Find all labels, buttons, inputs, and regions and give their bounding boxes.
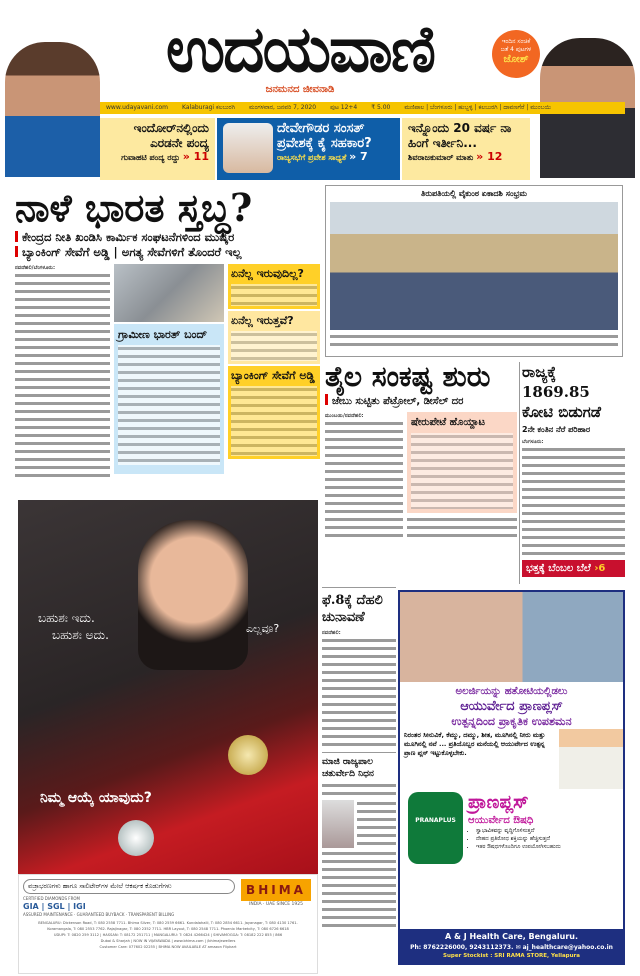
devegowda-photo xyxy=(223,123,273,173)
website[interactable]: www.udayavani.com xyxy=(106,104,169,111)
bhima-ad-footer: ವಜ್ರಾಭರಣಗಳು ಹಾಗೂ ಸಾಲಿಟೇರ್‌ಗಳ ಮೇಲೆ ಆಕರ್ಷಕ ಕೊಡುಗೆಗಳು CERTIFIED DIAMONDS FROM GIA | SGL | IGI ASSURED MAINTENANCE · GUARANTEED BUYBACK · TRANSPARENT BILLING BHIMA INDIA · UAE SINCE 1925 BENGALURU: Dickenson Road, T: 080 2558 7711. Bhima Silver, T: 080 2559 6661. Kundalahalli, T: 080 2854 6611. Jayanagar, T: 080 4130 1761. Koramangala, T: 080 2553 7762. Rajajinagar, T: 080 2352 7711. HBR Layout, T: 080 2548 7711. Phoenix Marketcity, T: 080 6726 6618 UDUPI: T: 0820 259 3112 | HASSAN: T: 08172 251711 | MANGALURU: T: 0824 4266424 | SHIVAMOGGA: T: 08182 222 855 / 866 Dubai & Sharjah | NOW IN VIJAYAWADA | www.bhima.com | /bhimajewellers Customer Care: 077602 02255 | BHIMA NOW AVAILABLE AT amazon Flipkart xyxy=(18,874,318,974)
ring-image xyxy=(118,820,154,856)
not-available-box: ಏನೆಲ್ಲ ಇರುವುದಿಲ್ಲ? xyxy=(228,264,320,309)
doctor-photo xyxy=(559,729,623,789)
supplement-badge: ಇಂದಿನ ಸಂಚಿಕೆ ಜತೆ 4 ಪುಟಗಳ ಜೋಶ್ xyxy=(492,30,540,78)
obit-body xyxy=(322,782,396,798)
banking-box: ಬ್ಯಾಂಕಿಂಗ್ ಸೇವೆಗೆ ಅಡ್ಡಿ xyxy=(228,366,320,459)
divider xyxy=(519,362,520,584)
oil-body-cont xyxy=(407,516,517,542)
lead-subhead-2: ಬ್ಯಾಂಕಿಂಗ್ ಸೇವೆಗೆ ಅಡ್ಡಿ | ಅಗತ್ಯ ಸೇವೆಗಳಿಗೆ ತೊಂದರೆ ಇಲ್ಲ xyxy=(15,245,320,260)
ad-photo xyxy=(400,592,623,682)
divider xyxy=(322,752,396,753)
available-box: ಏನೆಲ್ಲ ಇರುತ್ತವೆ? xyxy=(228,311,320,364)
teaser-devegowda[interactable]: ದೇವೇಗೌಡರ ಸಂಸತ್ ಪ್ರವೇಶಕ್ಕೆ ಕೈ ಸಹಕಾರ? ರಾಜ್ಯಸಭೆಗೆ ಪ್ರವೇಶ ಸಾಧ್ಯತೆ » 7 xyxy=(217,118,400,180)
oil-subhead: ಜೇಬು ಸುಟ್ಟಿತು ಪೆಟ್ರೋಲ್, ಡೀಸೆಲ್ ದರ xyxy=(325,394,517,409)
oil-story xyxy=(325,360,517,542)
obit-body-cont xyxy=(322,850,396,930)
obit-photo xyxy=(322,800,354,848)
obit-headline: ಮಾಜಿ ರಾಜ್ಯಪಾಲ ಚತುರ್ವೇದಿ ನಿಧನ xyxy=(322,757,374,779)
relief-subhead: 2ನೇ ಕಂತಿನ ನೆರೆ ಪರಿಹಾರ xyxy=(522,425,591,434)
relief-body: ಬೆಂಗಳೂರು: xyxy=(522,438,625,556)
delhi-headline: ಫೆ.8ಕ್ಕೆ ದೆಹಲಿ ಚುನಾವಣೆ xyxy=(322,593,383,625)
lead-photo xyxy=(114,264,224,322)
obit-body-side xyxy=(357,800,396,848)
oil-headline: ತೈಲ ಸಂಕಷ್ಟ ಶುರು xyxy=(325,360,491,393)
lead-headline: ನಾಳೆ ಭಾರತ ಸ್ತಬ್ಧ? xyxy=(15,185,253,230)
ad-copy-2: ಎಲ್ಲವೂ? xyxy=(246,622,280,635)
tirupati-photo xyxy=(330,202,618,330)
cricketer-photo xyxy=(5,42,100,177)
relief-headline: ರಾಜ್ಯಕ್ಕೆ 1869.85 ಕೋಟಿ ಬಿಡುಗಡೆ xyxy=(522,363,601,421)
teaser-shivarajkumar[interactable]: ಇನ್ನೊಂದು 20 ವರ್ಷ ನಾ ಹಿಂಗೆ ಇರ್ತೀನಿ... ಶಿವರಾಜಕುಮಾರ್ ಮಾತು » 12 xyxy=(402,118,530,180)
product-name: ಪ್ರಾಣಪ್ಲಸ್ xyxy=(468,792,529,813)
ring-image xyxy=(228,735,268,775)
benefits-list: • ಸ್ವಾಭಾವಿಕವನ್ನು ವೃದ್ಧಿಗೊಳಿಸುತ್ತದೆ • ದೇಹದ ಪ್ರತಿರೋಧ ಶಕ್ತಿಯನ್ನು ಹೆಚ್ಚಿಸುತ್ತದೆ • ಇತರ ಔಷಧಗಳೊಂದಿಗೂ ಉಪಯೋಗಿಸಬಹುದು xyxy=(468,827,561,851)
contact-bar: A & J Health Care, Bengaluru. Ph: 8762226000, 9243112373. ✉ aj_healthcare@yahoo.co.in Super Stockist : SRI RAMA STORE, Yellapura xyxy=(400,929,623,963)
newspaper-logo: ಉದಯವಾಣಿ xyxy=(165,12,435,87)
lead-subhead-1: ಕೇಂದ್ರದ ನೀತಿ ಖಂಡಿಸಿ ಕಾರ್ಮಿಕ ಸಂಘಟನೆಗಳಿಂದ ಮುಷ್ಕರ xyxy=(15,230,320,245)
rural-bandh-box: ಗ್ರಾಮೀಣ ಭಾರತ್ ಬಂದ್ xyxy=(114,324,224,474)
lead-story xyxy=(15,186,320,477)
oil-body: ಮುಂಬಯಿ/ನವದೆಹಲಿ: xyxy=(325,412,403,540)
lead-body: ನವದೆಹಲಿ/ಬೆಂಗಳೂರು: xyxy=(15,264,110,477)
ad-question: ನಿಮ್ಮ ಆಯ್ಕೆ ಯಾವುದು? xyxy=(40,790,152,806)
bhima-logo: BHIMA xyxy=(241,879,311,901)
paddy-price-link[interactable]: ಭತ್ತಕ್ಕೆ ಬೆಂಬಲ ಬೆಲೆ ›6 xyxy=(522,560,625,577)
left-middle-column xyxy=(322,587,396,930)
tagline: ಜನಮನದ ಜೀವನಾಡಿ xyxy=(265,84,335,95)
relief-story xyxy=(522,362,625,577)
share-market-box: ಷೇರುಪೇಟೆ ಹೊಯ್ದಾಟ xyxy=(407,412,517,513)
bhima-jewellery-ad[interactable] xyxy=(18,500,318,874)
teaser-cricket[interactable]: ಇಂದೋರ್‌ನಲ್ಲಿಂದು ಎರಡನೇ ಪಂದ್ಯ ಗುವಾಹಟಿ ಪಂದ್ಯ ರದ್ದು » 11 xyxy=(100,118,215,180)
info-strip: www.udayavani.com Kalaburagi ಕಲಬುರಗಿ ಮಂಗಳವಾರ, ಜನವರಿ 7, 2020 ಪುಟ 12+4 ₹ 5.00 ಮಣಿಪಾಲ | ಬೆಂಗಳೂರು | ಹುಬ್ಬಳ್ಳಿ | ಕಲಬುರಗಿ | ದಾವಣಗೆರೆ | ಮುಂಬಯಿ xyxy=(100,102,625,114)
delhi-body: ನವದೆಹಲಿ: xyxy=(322,629,396,749)
divider xyxy=(322,587,396,588)
ad-copy: ಬಹುಶಃ ಇದು. ಬಹುಶಃ ಅದು. xyxy=(38,611,109,642)
tirupati-title: ತಿರುಪತಿಯಲ್ಲಿ ವೈಕುಂಠ ಏಕಾದಶಿ ಸಂಭ್ರಮ xyxy=(421,189,527,198)
model-photo xyxy=(138,520,248,670)
product-jar: PRANAPLUS xyxy=(408,792,463,864)
pranaplus-ad[interactable]: ಅಲರ್ಜಿಯನ್ನು ಹತೋಟಿಯಲ್ಲಿಡಲು ಆಯುರ್ವೇದ ಪ್ರಾಣಪ್ಲಸ್ ಉತ್ಪನ್ನದಿಂದ ಪ್ರಾಕೃತಿಕ ಉಪಶಮನ ನಿರಂತರ ಸೀನುವಿಕೆ, ಕೆಮ್ಮು, ದಮ್ಮು, ಶೀತ, ಮೂಗಿನಲ್ಲಿ ನೀರು ಮತ್ತು ಮೂಗಿನಲ್ಲಿ ನವೆ ... ಪ್ರತಿಯೊಬ್ಬರ ಮನೆಯಲ್ಲಿ ಆಯುರ್ವೇದ ಉತ್ಪನ್ನ ಪ್ರಾಣ ಪ್ಲಸ್ ಇಟ್ಟುಕೊಳ್ಳಬೇಕು. PRANAPLUS ಪ್ರಾಣಪ್ಲಸ್ ಆಯುರ್ವೇದ ಔಷಧಿ • ಸ್ವಾಭಾವಿಕವನ್ನು ವೃದ್ಧಿಗೊಳಿಸುತ್ತದೆ • ದೇಹದ ಪ್ರತಿರೋಧ ಶಕ್ತಿಯನ್ನು ಹೆಚ್ಚಿಸುತ್ತದೆ • ಇತರ ಔಷಧಗಳೊಂದಿಗೂ ಉಪಯೋಗಿಸಬಹುದು A & J Health Care, Bengaluru. Ph: 8762226000, 9243112373. ✉ aj_healthcare@yahoo.co.in Super Stockist : SRI RAMA STORE, Yellapura xyxy=(398,590,625,965)
tirupati-photo-box xyxy=(325,185,623,357)
